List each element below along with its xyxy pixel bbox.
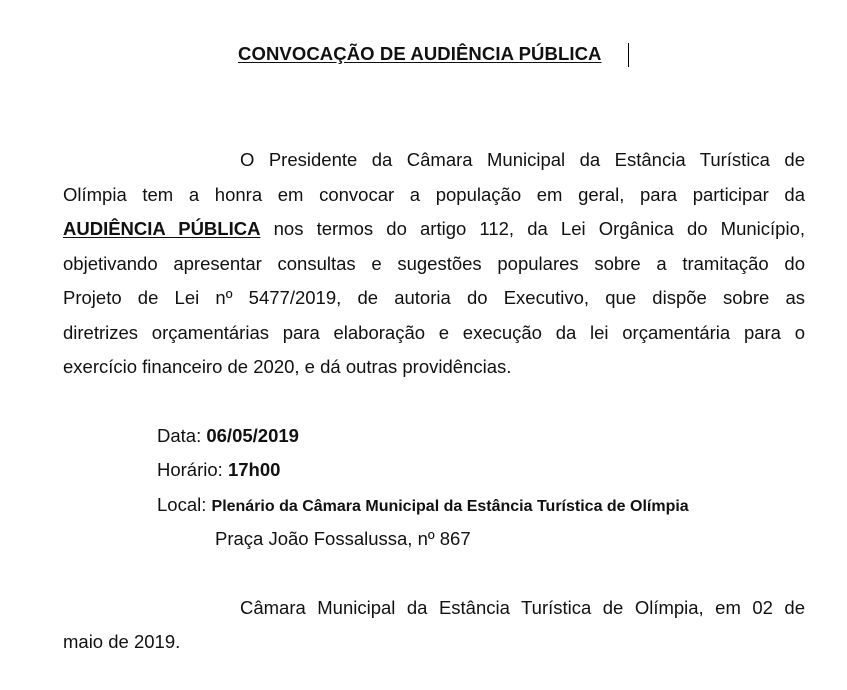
time-row <box>157 459 280 481</box>
document-title: CONVOCAÇÃO DE AUDIÊNCIA PÚBLICA <box>238 43 602 64</box>
body-line-3-rest: nos termos do artigo 112, da Lei Orgânica do Município, <box>273 218 806 239</box>
body-line-4: objetivando apresentar consultas e sugestões populares sobre a tramitação do <box>63 253 805 274</box>
body-line-1: O Presidente da Câmara Municipal da Estância Turística de <box>240 149 805 170</box>
body-line-2: Olímpia tem a honra em convocar a população em geral, para participar da <box>63 184 805 205</box>
audiencia-publica-emphasis: AUDIÊNCIA PÚBLICA <box>63 218 261 239</box>
date-label: Data: <box>157 425 202 446</box>
body-line-7: exercício financeiro de 2020, e dá outras providências. <box>63 356 512 377</box>
time-value: 17h00 <box>227 459 281 480</box>
address-line: Praça João Fossalussa, nº 867 <box>215 528 471 549</box>
body-line-3 <box>63 218 805 240</box>
place-row <box>157 494 689 518</box>
closing-line-2: maio de 2019. <box>63 631 181 652</box>
date-value: 06/05/2019 <box>206 425 299 446</box>
place-value: Plenário da Câmara Municipal da Estância Turística de Olímpia <box>211 498 689 515</box>
closing-line-1: Câmara Municipal da Estância Turística de Olímpia, em 02 de <box>240 597 805 618</box>
body-line-5: Projeto de Lei nº 5477/2019, de autoria do Executivo, que dispõe sobre as <box>63 287 805 308</box>
date-row <box>157 425 299 447</box>
place-label: Local: <box>157 494 207 515</box>
body-line-6: diretrizes orçamentárias para elaboração e execução da lei orçamentária para o <box>63 322 805 343</box>
time-label: Horário: <box>157 459 223 480</box>
text-cursor <box>628 43 629 67</box>
